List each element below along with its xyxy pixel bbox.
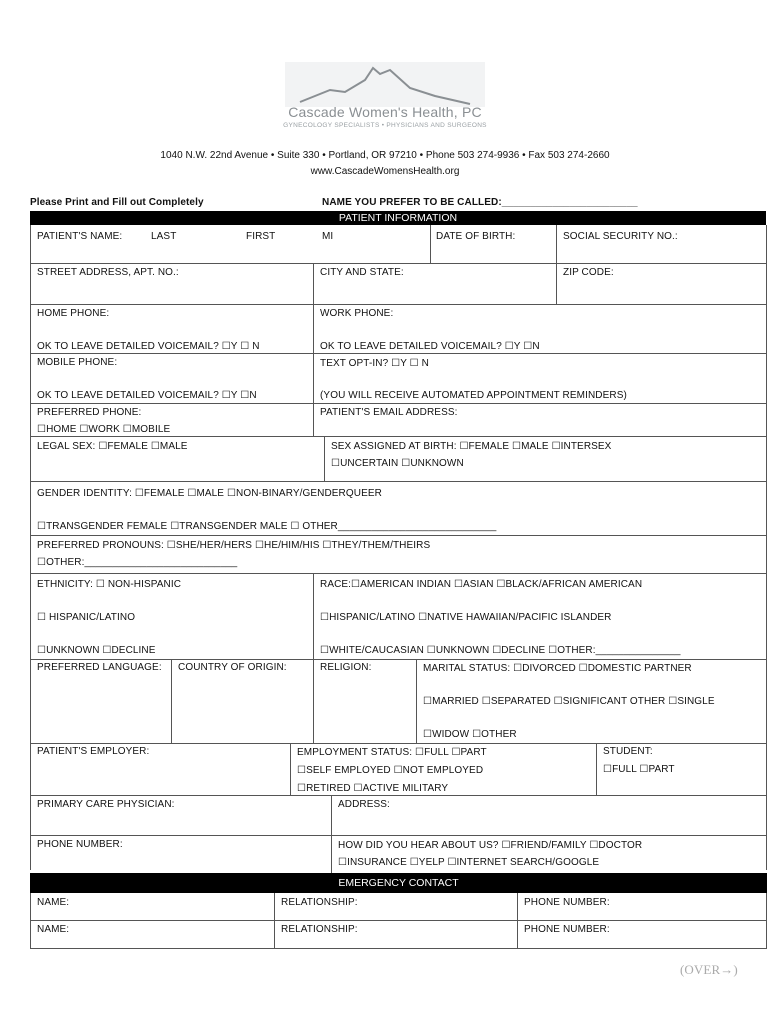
home-voicemail-option[interactable]: OK TO LEAVE DETAILED VOICEMAIL? ☐Y ☐ N (37, 341, 260, 352)
gender-identity-options-2[interactable]: ☐TRANSGENDER FEMALE ☐TRANSGENDER MALE ☐ OTHER____________________________ (37, 521, 497, 532)
pcp-address-field[interactable]: ADDRESS: (338, 799, 390, 810)
ethnicity-options-3[interactable]: ☐UNKNOWN ☐DECLINE (37, 645, 156, 656)
zip-code-field[interactable]: ZIP CODE: (563, 267, 614, 278)
race-options[interactable]: RACE:☐AMERICAN INDIAN ☐ASIAN ☐BLACK/AFRICAN AMERICAN (320, 579, 643, 590)
emergency-relationship-field-1[interactable]: RELATIONSHIP: (281, 897, 358, 908)
city-state-field[interactable]: CITY AND STATE: (320, 267, 404, 278)
referral-source-options[interactable]: HOW DID YOU HEAR ABOUT US? ☐FRIEND/FAMILY ☐DOCTOR (338, 840, 643, 851)
gender-identity-options[interactable]: GENDER IDENTITY: ☐FEMALE ☐MALE ☐NON-BINARY/GENDERQUEER (37, 488, 382, 499)
sex-at-birth-options-2[interactable]: ☐UNCERTAIN ☐UNKNOWN (331, 458, 464, 469)
pronouns-other-field[interactable]: ☐OTHER:___________________________ (37, 557, 238, 568)
emergency-relationship-field-2[interactable]: RELATIONSHIP: (281, 924, 358, 935)
marital-status-options-3[interactable]: ☐WIDOW ☐OTHER (423, 729, 517, 740)
patient-name-label: PATIENT'S NAME: (37, 231, 123, 242)
emergency-phone-field-2[interactable]: PHONE NUMBER: (524, 924, 610, 935)
emergency-phone-field-1[interactable]: PHONE NUMBER: (524, 897, 610, 908)
legal-sex-options[interactable]: LEGAL SEX: ☐FEMALE ☐MALE (37, 441, 188, 452)
pronouns-options[interactable]: PREFERRED PRONOUNS: ☐SHE/HER/HERS ☐HE/HIM/HIS ☐THEY/THEM/THEIRS (37, 540, 431, 551)
marital-status-options[interactable]: MARITAL STATUS: ☐DIVORCED ☐DOMESTIC PARTNER (423, 663, 692, 674)
over-indicator: (OVER→) (680, 962, 738, 977)
race-options-2[interactable]: ☐HISPANIC/LATINO ☐NATIVE HAWAIIAN/PACIFIC ISLANDER (320, 612, 612, 623)
ethnicity-options[interactable]: ETHNICITY: ☐ NON-HISPANIC (37, 579, 182, 590)
email-field[interactable]: PATIENT'S EMAIL ADDRESS: (320, 407, 458, 418)
emergency-name-field-2[interactable]: NAME: (37, 924, 70, 935)
dob-field[interactable]: DATE OF BIRTH: (436, 231, 516, 242)
emergency-contact-header: EMERGENCY CONTACT (30, 873, 767, 893)
street-address-field[interactable]: STREET ADDRESS, APT. NO.: (37, 267, 179, 278)
referral-source-options-2[interactable]: ☐INSURANCE ☐YELP ☐INTERNET SEARCH/GOOGLE (338, 857, 600, 868)
employment-status-options[interactable]: EMPLOYMENT STATUS: ☐FULL ☐PART (297, 747, 487, 758)
clinic-tagline: GYNECOLOGY SPECIALISTS • PHYSICIANS AND SURGEONS (283, 122, 487, 129)
last-name-field[interactable]: LAST (151, 231, 177, 242)
student-options[interactable]: ☐FULL ☐PART (603, 764, 675, 775)
employment-status-options-2[interactable]: ☐SELF EMPLOYED ☐NOT EMPLOYED (297, 765, 484, 776)
ssn-field[interactable]: SOCIAL SECURITY NO.: (563, 231, 678, 242)
work-voicemail-option[interactable]: OK TO LEAVE DETAILED VOICEMAIL? ☐Y ☐N (320, 341, 540, 352)
preferred-phone-options[interactable]: ☐HOME ☐WORK ☐MOBILE (37, 424, 171, 435)
religion-field[interactable]: RELIGION: (320, 662, 372, 673)
ethnicity-options-2[interactable]: ☐ HISPANIC/LATINO (37, 612, 136, 623)
sex-at-birth-options[interactable]: SEX ASSIGNED AT BIRTH: ☐FEMALE ☐MALE ☐INTERSEX (331, 441, 612, 452)
pcp-field[interactable]: PRIMARY CARE PHYSICIAN: (37, 799, 175, 810)
middle-initial-field[interactable]: MI (322, 231, 334, 242)
employer-field[interactable]: PATIENT'S EMPLOYER: (37, 746, 150, 757)
mobile-phone-field[interactable]: MOBILE PHONE: (37, 357, 118, 368)
student-label: STUDENT: (603, 746, 653, 757)
clinic-website: www.CascadeWomensHealth.org (310, 166, 460, 177)
mobile-voicemail-option[interactable]: OK TO LEAVE DETAILED VOICEMAIL? ☐Y ☐N (37, 390, 257, 401)
pcp-phone-field[interactable]: PHONE NUMBER: (37, 839, 123, 850)
emergency-name-field-1[interactable]: NAME: (37, 897, 70, 908)
race-options-3[interactable]: ☐WHITE/CAUCASIAN ☐UNKNOWN ☐DECLINE ☐OTHER:_______________ (320, 645, 681, 656)
country-origin-field[interactable]: COUNTRY OF ORIGIN: (178, 662, 287, 673)
work-phone-field[interactable]: WORK PHONE: (320, 308, 394, 319)
mountain-logo-icon (285, 62, 485, 107)
home-phone-field[interactable]: HOME PHONE: (37, 308, 110, 319)
print-instruction: Please Print and Fill out Completely (30, 197, 204, 208)
clinic-name: Cascade Women's Health, PC (288, 104, 482, 120)
text-opt-in-option[interactable]: TEXT OPT-IN? ☐Y ☐ N (320, 358, 429, 369)
clinic-address: 1040 N.W. 22nd Avenue • Suite 330 • Portland, OR 97210 • Phone 503 274-9936 • Fax 503 274-2660 (160, 150, 610, 161)
preferred-phone-label: PREFERRED PHONE: (37, 407, 142, 418)
language-field[interactable]: PREFERRED LANGUAGE: (37, 662, 162, 673)
employment-status-options-3[interactable]: ☐RETIRED ☐ACTIVE MILITARY (297, 783, 449, 794)
reminder-note: (YOU WILL RECEIVE AUTOMATED APPOINTMENT REMINDERS) (320, 390, 627, 401)
preferred-name-field[interactable]: NAME YOU PREFER TO BE CALLED:________________________ (322, 197, 638, 208)
first-name-field[interactable]: FIRST (246, 231, 276, 242)
marital-status-options-2[interactable]: ☐MARRIED ☐SEPARATED ☐SIGNIFICANT OTHER ☐SINGLE (423, 696, 715, 707)
patient-info-header: PATIENT INFORMATION (30, 211, 766, 225)
